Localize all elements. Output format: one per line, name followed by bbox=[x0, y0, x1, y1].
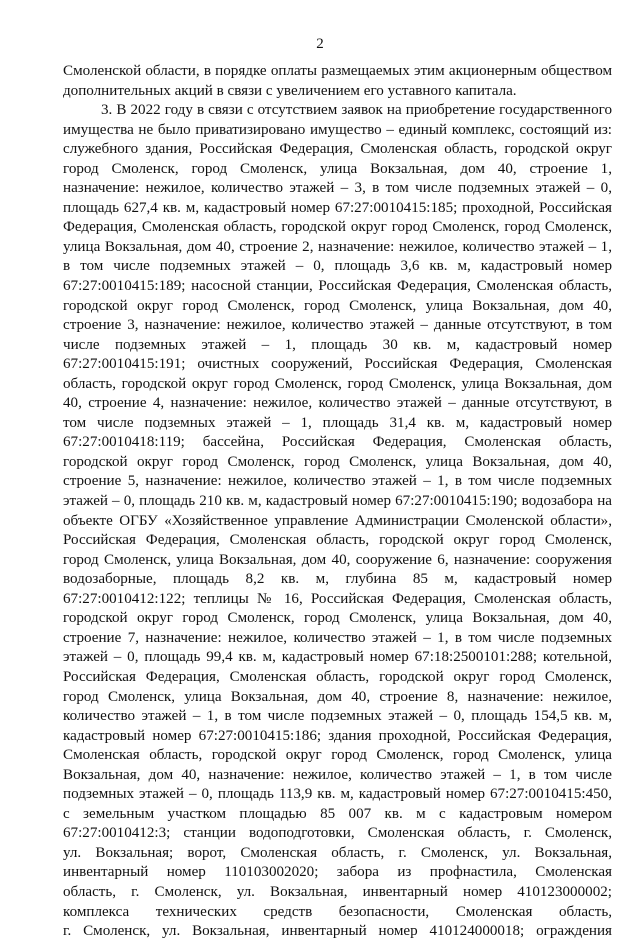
text-line: площадь 627,4 кв. м, кадастровый номер 67:27:0010415:185; проходной, Российская bbox=[63, 199, 612, 216]
text-line: Вокзальная, дом 40, назначение: нежилое, количество этажей – 1, в том числе bbox=[63, 766, 612, 783]
text-line: г. Смоленск, ул. Вокзальная, инвентарный номер 410124000018; ограждения bbox=[63, 923, 612, 940]
text-line: подземных этажей – 0, площадь 113,9 кв. м, кадастровый номер 67:27:0010415:450, bbox=[63, 786, 612, 803]
text-line: 67:27:0010418:119; бассейна, Российская Федерация, Смоленская область, bbox=[63, 434, 612, 451]
text-line: 40, строение 4, назначение: нежилое, количество этажей – данные отсутствуют, в bbox=[63, 395, 612, 412]
text-line: строение 7, назначение: нежилое, количество этажей – 1, в том числе подземных bbox=[63, 629, 612, 646]
text-line: городской округ город Смоленск, город Смоленск, улица Вокзальная, дом 40, bbox=[63, 610, 612, 627]
text-line: Смоленской области, в порядке оплаты размещаемых этим акционерным обществом bbox=[63, 63, 612, 79]
text-line: строение 5, назначение: нежилое, количество этажей – 1, в том числе подземных bbox=[63, 473, 612, 490]
text-line: комплекса технических средств безопасности, Смоленская область, bbox=[63, 903, 612, 920]
text-line: объекте ОГБУ «Хозяйственное управление Администрации Смоленской области», bbox=[63, 512, 612, 529]
text-line: область, городской округ город Смоленск, город Смоленск, улица Вокзальная, дом bbox=[63, 375, 612, 392]
text-line: городской округ город Смоленск, город Смоленск, улица Вокзальная, дом 40, bbox=[63, 453, 612, 470]
text-line: город Смоленск, улица Вокзальная, дом 40, сооружение 6, назначение: сооружения bbox=[63, 551, 612, 568]
text-line: город Смоленск, улица Вокзальная, дом 40, строение 8, назначение: нежилое, bbox=[63, 688, 612, 705]
text-line: 3. В 2022 году в связи с отсутствием заявок на приобретение государственного bbox=[101, 102, 612, 119]
text-line: имущества не было приватизировано имущество – единый комплекс, состоящий из: bbox=[63, 121, 612, 138]
text-line: 67:27:0010412:122; теплицы № 16, Российская Федерация, Смоленская область, bbox=[63, 590, 612, 607]
text-line: с земельным участком площадью 85 007 кв. м с кадастровым номером bbox=[63, 805, 612, 822]
text-line: инвентарный номер 110103002020; забора из профнастила, Смоленская bbox=[63, 864, 612, 881]
text-line: этажей – 0, площадь 99,4 кв. м, кадастровый номер 67:18:2500101:288; котельной, bbox=[63, 649, 612, 666]
text-line: служебного здания, Российская Федерация, Смоленская область, городской округ bbox=[63, 141, 612, 158]
document-body bbox=[63, 62, 612, 942]
text-line: Смоленская область, городской округ город Смоленск, город Смоленск, улица bbox=[63, 747, 612, 764]
text-line: в том числе подземных этажей – 0, площадь 3,6 кв. м, кадастровый номер bbox=[63, 258, 612, 275]
text-line: этажей – 0, площадь 210 кв. м, кадастровый номер 67:27:0010415:190; водозабора на bbox=[63, 493, 612, 510]
text-line: городской округ город Смоленск, город Смоленск, улица Вокзальная, дом 40, bbox=[63, 297, 612, 314]
text-line: кадастровый номер 67:27:0010415:186; здания проходной, Российская Федерация, bbox=[63, 727, 612, 744]
text-line: водозаборные, площадь 8,2 кв. м, глубина 85 м, кадастровый номер bbox=[63, 571, 612, 588]
text-line: Российская Федерация, Смоленская область, городской округ город Смоленск, bbox=[63, 668, 612, 685]
text-line: назначение: нежилое, количество этажей – 3, в том числе подземных этажей – 0, bbox=[63, 180, 612, 197]
text-line: Федерация, Смоленская область, городской округ город Смоленск, город Смоленск, bbox=[63, 219, 612, 236]
text-line: 67:27:0010415:189; насосной станции, Российская Федерация, Смоленская область, bbox=[63, 278, 612, 295]
text-line: числе подземных этажей – 1, площадь 30 кв. м, кадастровый номер bbox=[63, 336, 612, 353]
text-line: область, г. Смоленск, ул. Вокзальная, инвентарный номер 410123000002; bbox=[63, 883, 612, 900]
text-line: 67:27:0010415:191; очистных сооружений, Российская Федерация, Смоленская bbox=[63, 356, 612, 373]
text-line: Российская Федерация, Смоленская область, городской округ город Смоленск, bbox=[63, 532, 612, 549]
text-line: дополнительных акций в связи с увеличением его уставного капитала. bbox=[63, 82, 517, 99]
text-line: город Смоленск, город Смоленск, улица Вокзальная, дом 40, строение 1, bbox=[63, 160, 612, 177]
page-number: 2 bbox=[316, 36, 324, 52]
text-line: строение 3, назначение: нежилое, количество этажей – данные отсутствуют, в том bbox=[63, 317, 612, 334]
text-line: 67:27:0010412:3; станции водоподготовки, Смоленская область, г. Смоленск, bbox=[63, 825, 612, 842]
text-line: улица Вокзальная, дом 40, строение 2, назначение: нежилое, количество этажей – 1, bbox=[63, 238, 612, 255]
text-line: количество этажей – 1, в том числе подземных этажей – 0, площадь 154,5 кв. м, bbox=[63, 708, 612, 725]
text-line: ул. Вокзальная; ворот, Смоленская область, г. Смоленск, ул. Вокзальная, bbox=[63, 844, 612, 861]
text-line: том числе подземных этажей – 1, площадь 31,4 кв. м, кадастровый номер bbox=[63, 414, 612, 431]
